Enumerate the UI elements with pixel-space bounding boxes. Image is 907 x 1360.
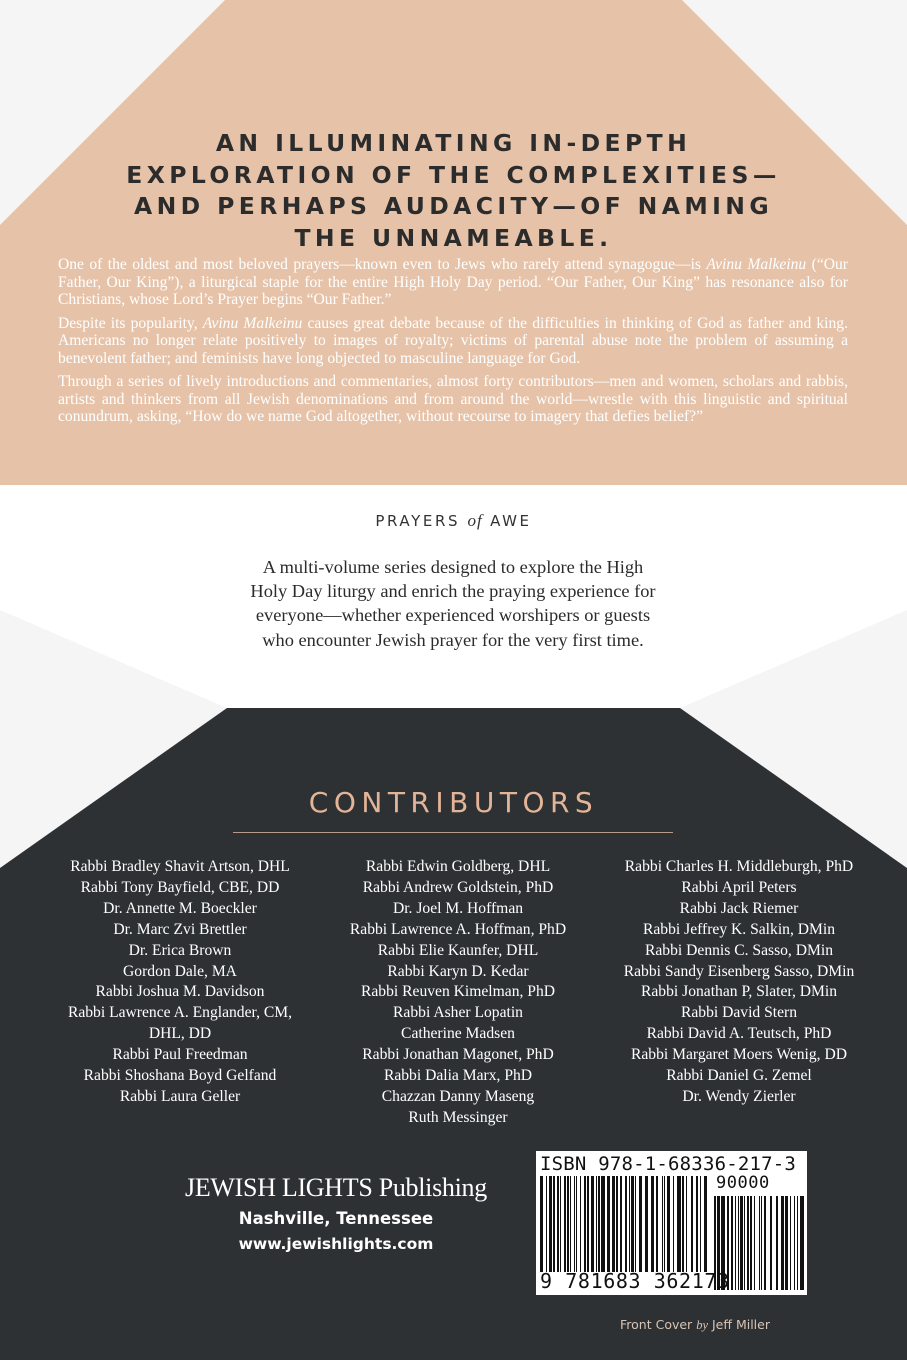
barcode-bar (696, 1176, 698, 1272)
barcode-bar (770, 1196, 772, 1290)
contributor-name: Gordon Dale, MA (123, 962, 237, 980)
barcode-bar (764, 1196, 766, 1290)
publisher-name: JEWISH LIGHTS Publishing (185, 1173, 487, 1202)
barcode-bar (740, 1196, 743, 1290)
headline-line: AND PERHAPS AUDACITY—OF NAMING (133, 192, 774, 220)
barcode-bar (564, 1176, 566, 1272)
headline-line: AN ILLUMINATING IN-DEPTH (215, 129, 692, 157)
barcode-bar (553, 1176, 555, 1272)
series-title-word: AWE (490, 512, 532, 530)
barcode-bar (584, 1176, 586, 1272)
contributor-name: Rabbi Asher Lopatin (393, 1004, 523, 1022)
headline (0, 128, 907, 254)
barcode-bar (612, 1176, 615, 1272)
contributor-name: Rabbi Karyn D. Kedar (387, 962, 529, 980)
contributor-name: Rabbi Bradley Shavit Artson, DHL (70, 858, 290, 875)
contributor-name: Rabbi Margaret Moers Wenig, DD (630, 1046, 847, 1064)
headline-line: THE UNNAMEABLE. (294, 223, 613, 252)
barcode-bar (616, 1176, 618, 1272)
barcode-bar (631, 1176, 634, 1272)
contributor-name: Rabbi Paul Freedman (112, 1046, 248, 1064)
intro-paragraph-2 (58, 315, 848, 368)
contributor-name: Rabbi Reuven Kimelman, PhD (360, 983, 556, 1001)
contributor-name: Ruth Messinger (408, 1108, 508, 1126)
contributor-name: Dr. Annette M. Boeckler (103, 899, 257, 917)
contributor-name: Rabbi David A. Teutsch, PhD (646, 1025, 832, 1043)
barcode-bar (645, 1176, 648, 1272)
barcode-bar (673, 1176, 674, 1272)
series-title-of: of (467, 511, 483, 530)
barcode-bar (625, 1176, 627, 1272)
barcode-bar (601, 1176, 605, 1272)
barcode-bar (591, 1176, 594, 1272)
contributor-name: Rabbi Daniel G. Zemel (666, 1067, 812, 1085)
barcode-bar (570, 1176, 571, 1272)
barcode-bar (557, 1176, 559, 1272)
prayer-name: Avinu Malkeinu (202, 314, 303, 332)
headline-line: EXPLORATION OF THE COMPLEXITIES— (126, 160, 781, 189)
barcode-bar (682, 1176, 684, 1272)
barcode-bar (546, 1176, 547, 1272)
publisher-block (148, 1172, 524, 1255)
contributor-name: Rabbi Jonathan P, Slater, DMin (640, 983, 838, 1001)
contributor-name: Rabbi Lawrence A. Englander, CM, (67, 1004, 293, 1022)
barcode-bar (549, 1176, 552, 1272)
publisher-website: www.jewishlights.com (238, 1235, 434, 1253)
barcode-bar (576, 1176, 577, 1272)
barcode-bar (794, 1196, 795, 1290)
barcode-bar (620, 1176, 622, 1272)
contributor-name: Rabbi Dennis C. Sasso, DMin (644, 941, 833, 959)
credit-label: Front Cover (620, 1317, 693, 1332)
contributor-name: Dr. Erica Brown (128, 941, 232, 959)
barcode-bar (540, 1176, 543, 1272)
contributor-name: Dr. Marc Zvi Brettler (113, 920, 247, 938)
barcode-bar (587, 1176, 589, 1272)
intro-text-run: One of the oldest and most beloved prayers—known even to Jews who rarely attend synagogue—is (58, 256, 707, 273)
barcode-bar (750, 1196, 752, 1290)
contributor-name: Rabbi Shoshana Boyd Gelfand (83, 1067, 277, 1085)
barcode-bar (686, 1176, 687, 1272)
intro-paragraph-3: Through a series of lively introductions and commentaries, almost forty contributors—men and women, scholars and rabbis, artists and thinkers from all Jewish denominations and from around the world—wrestle with this linguistic and spiritual conundrum, asking, “How do we name God altogether, without recourse to imagery that defies belief?” (58, 373, 848, 425)
barcode-bar (651, 1176, 654, 1272)
credit-name: Jeff Miller (711, 1317, 770, 1332)
barcode-bar (567, 1176, 569, 1272)
barcode-bars (540, 1176, 708, 1272)
barcode-bar (790, 1196, 791, 1290)
barcode-bar (754, 1196, 755, 1290)
series-description: A multi-volume series designed to explore the High Holy Day liturgy and enrich the praying experience for everyone—whether experienced worshipers or guests who encounter Jewish prayer for the very first time. (250, 557, 656, 650)
barcode-bar (574, 1176, 575, 1272)
intro-text (58, 256, 848, 432)
contributor-name: DHL, DD (148, 1025, 212, 1043)
ean-number: 9 781683 362173 (540, 1269, 730, 1293)
prayer-name: Avinu Malkeinu (706, 256, 807, 273)
contributor-name: Rabbi Tony Bayfield, CBE, DD (80, 878, 280, 896)
barcode-bar (664, 1176, 665, 1272)
series-title-word: PRAYERS (375, 512, 461, 530)
barcode-bar (629, 1176, 630, 1272)
contributors-column-1 (30, 857, 330, 1108)
barcode-bar (639, 1176, 642, 1272)
contributor-name: Rabbi David Stern (680, 1004, 798, 1022)
contributor-name: Dr. Wendy Zierler (682, 1087, 796, 1105)
publisher-city: Nashville, Tennessee (238, 1209, 434, 1228)
cover-credit (620, 1317, 770, 1333)
credit-by: by (696, 1318, 708, 1332)
contributor-name: Rabbi Edwin Goldberg, DHL (365, 858, 551, 875)
barcode-bar (800, 1196, 804, 1290)
barcode-bar (704, 1176, 707, 1272)
barcode-bar (785, 1196, 788, 1290)
divider (233, 832, 673, 833)
barcode-bar (700, 1176, 701, 1272)
barcode-bar (662, 1176, 663, 1272)
barcode-bar (797, 1196, 798, 1290)
contributor-name: Rabbi Jeffrey K. Salkin, DMin (642, 920, 835, 938)
barcode-bar (677, 1176, 681, 1272)
contributor-name: Rabbi Jonathan Magonet, PhD (362, 1046, 554, 1064)
contributor-name: Chazzan Danny Maseng (381, 1087, 535, 1105)
barcode-bar (580, 1176, 581, 1272)
barcode-bar (691, 1176, 693, 1272)
barcode-bar (667, 1176, 670, 1272)
barcode-bar (776, 1196, 778, 1290)
barcode-bar (656, 1176, 658, 1272)
intro-text-run: Despite its popularity, (58, 314, 203, 332)
barcode-bar (560, 1176, 561, 1272)
contributor-name: Rabbi Jack Riemer (679, 899, 799, 917)
barcode-bar (735, 1196, 736, 1290)
contributor-name: Rabbi Andrew Goldstein, PhD (362, 878, 554, 896)
barcode-bar (744, 1196, 745, 1290)
contributor-name: Rabbi April Peters (681, 878, 797, 896)
contributor-name: Catherine Madsen (401, 1025, 515, 1043)
contributor-name: Rabbi Elie Kaunfer, DHL (377, 941, 539, 959)
series-title (0, 511, 907, 531)
contributor-name: Rabbi Lawrence A. Hoffman, PhD (349, 920, 567, 938)
contributor-name: Rabbi Sandy Eisenberg Sasso, DMin (623, 962, 855, 980)
barcode-bar (598, 1176, 600, 1272)
intro-text-run: (“Our Father, Our King”), a liturgical staple for the entire High Holy Day period. “Our Father, Our King” has resonance also for Christians, whose Lord’s Prayer begins “Our Father.” (58, 256, 848, 308)
intro-text-run: causes great debate because of the difficulties in thinking of God as father and king. Americans no longer relate positively to images of royalty; victims of parental abuse note the problem of assuming a benevolent father; and feminists have long objected to masculine language for God. (58, 314, 848, 367)
barcode-bar (738, 1196, 739, 1290)
barcode-bar (747, 1196, 749, 1290)
contributor-name: Rabbi Laura Geller (119, 1087, 241, 1105)
barcode-bar (761, 1196, 762, 1290)
price-code: 90000 (716, 1173, 770, 1193)
barcode-bar (635, 1176, 636, 1272)
contributor-name: Rabbi Dalia Marx, PhD (383, 1067, 533, 1085)
isbn-number: ISBN 978-1-68336-217-3 (540, 1153, 797, 1175)
barcode-bar (607, 1176, 610, 1272)
contributor-name: Rabbi Joshua M. Davidson (95, 983, 265, 1001)
contributors-column-3 (590, 857, 888, 1108)
barcode-bar (731, 1196, 733, 1290)
contributors-heading: CONTRIBUTORS (308, 786, 599, 819)
intro-paragraph-1 (58, 256, 848, 309)
contributors-column-2 (308, 857, 608, 1129)
barcode-bar (596, 1176, 597, 1272)
contributor-name: Rabbi Charles H. Middleburgh, PhD (624, 858, 854, 875)
barcode-bar (759, 1196, 760, 1290)
barcode-bar (781, 1196, 784, 1290)
contributor-name: Dr. Joel M. Hoffman (392, 899, 524, 917)
